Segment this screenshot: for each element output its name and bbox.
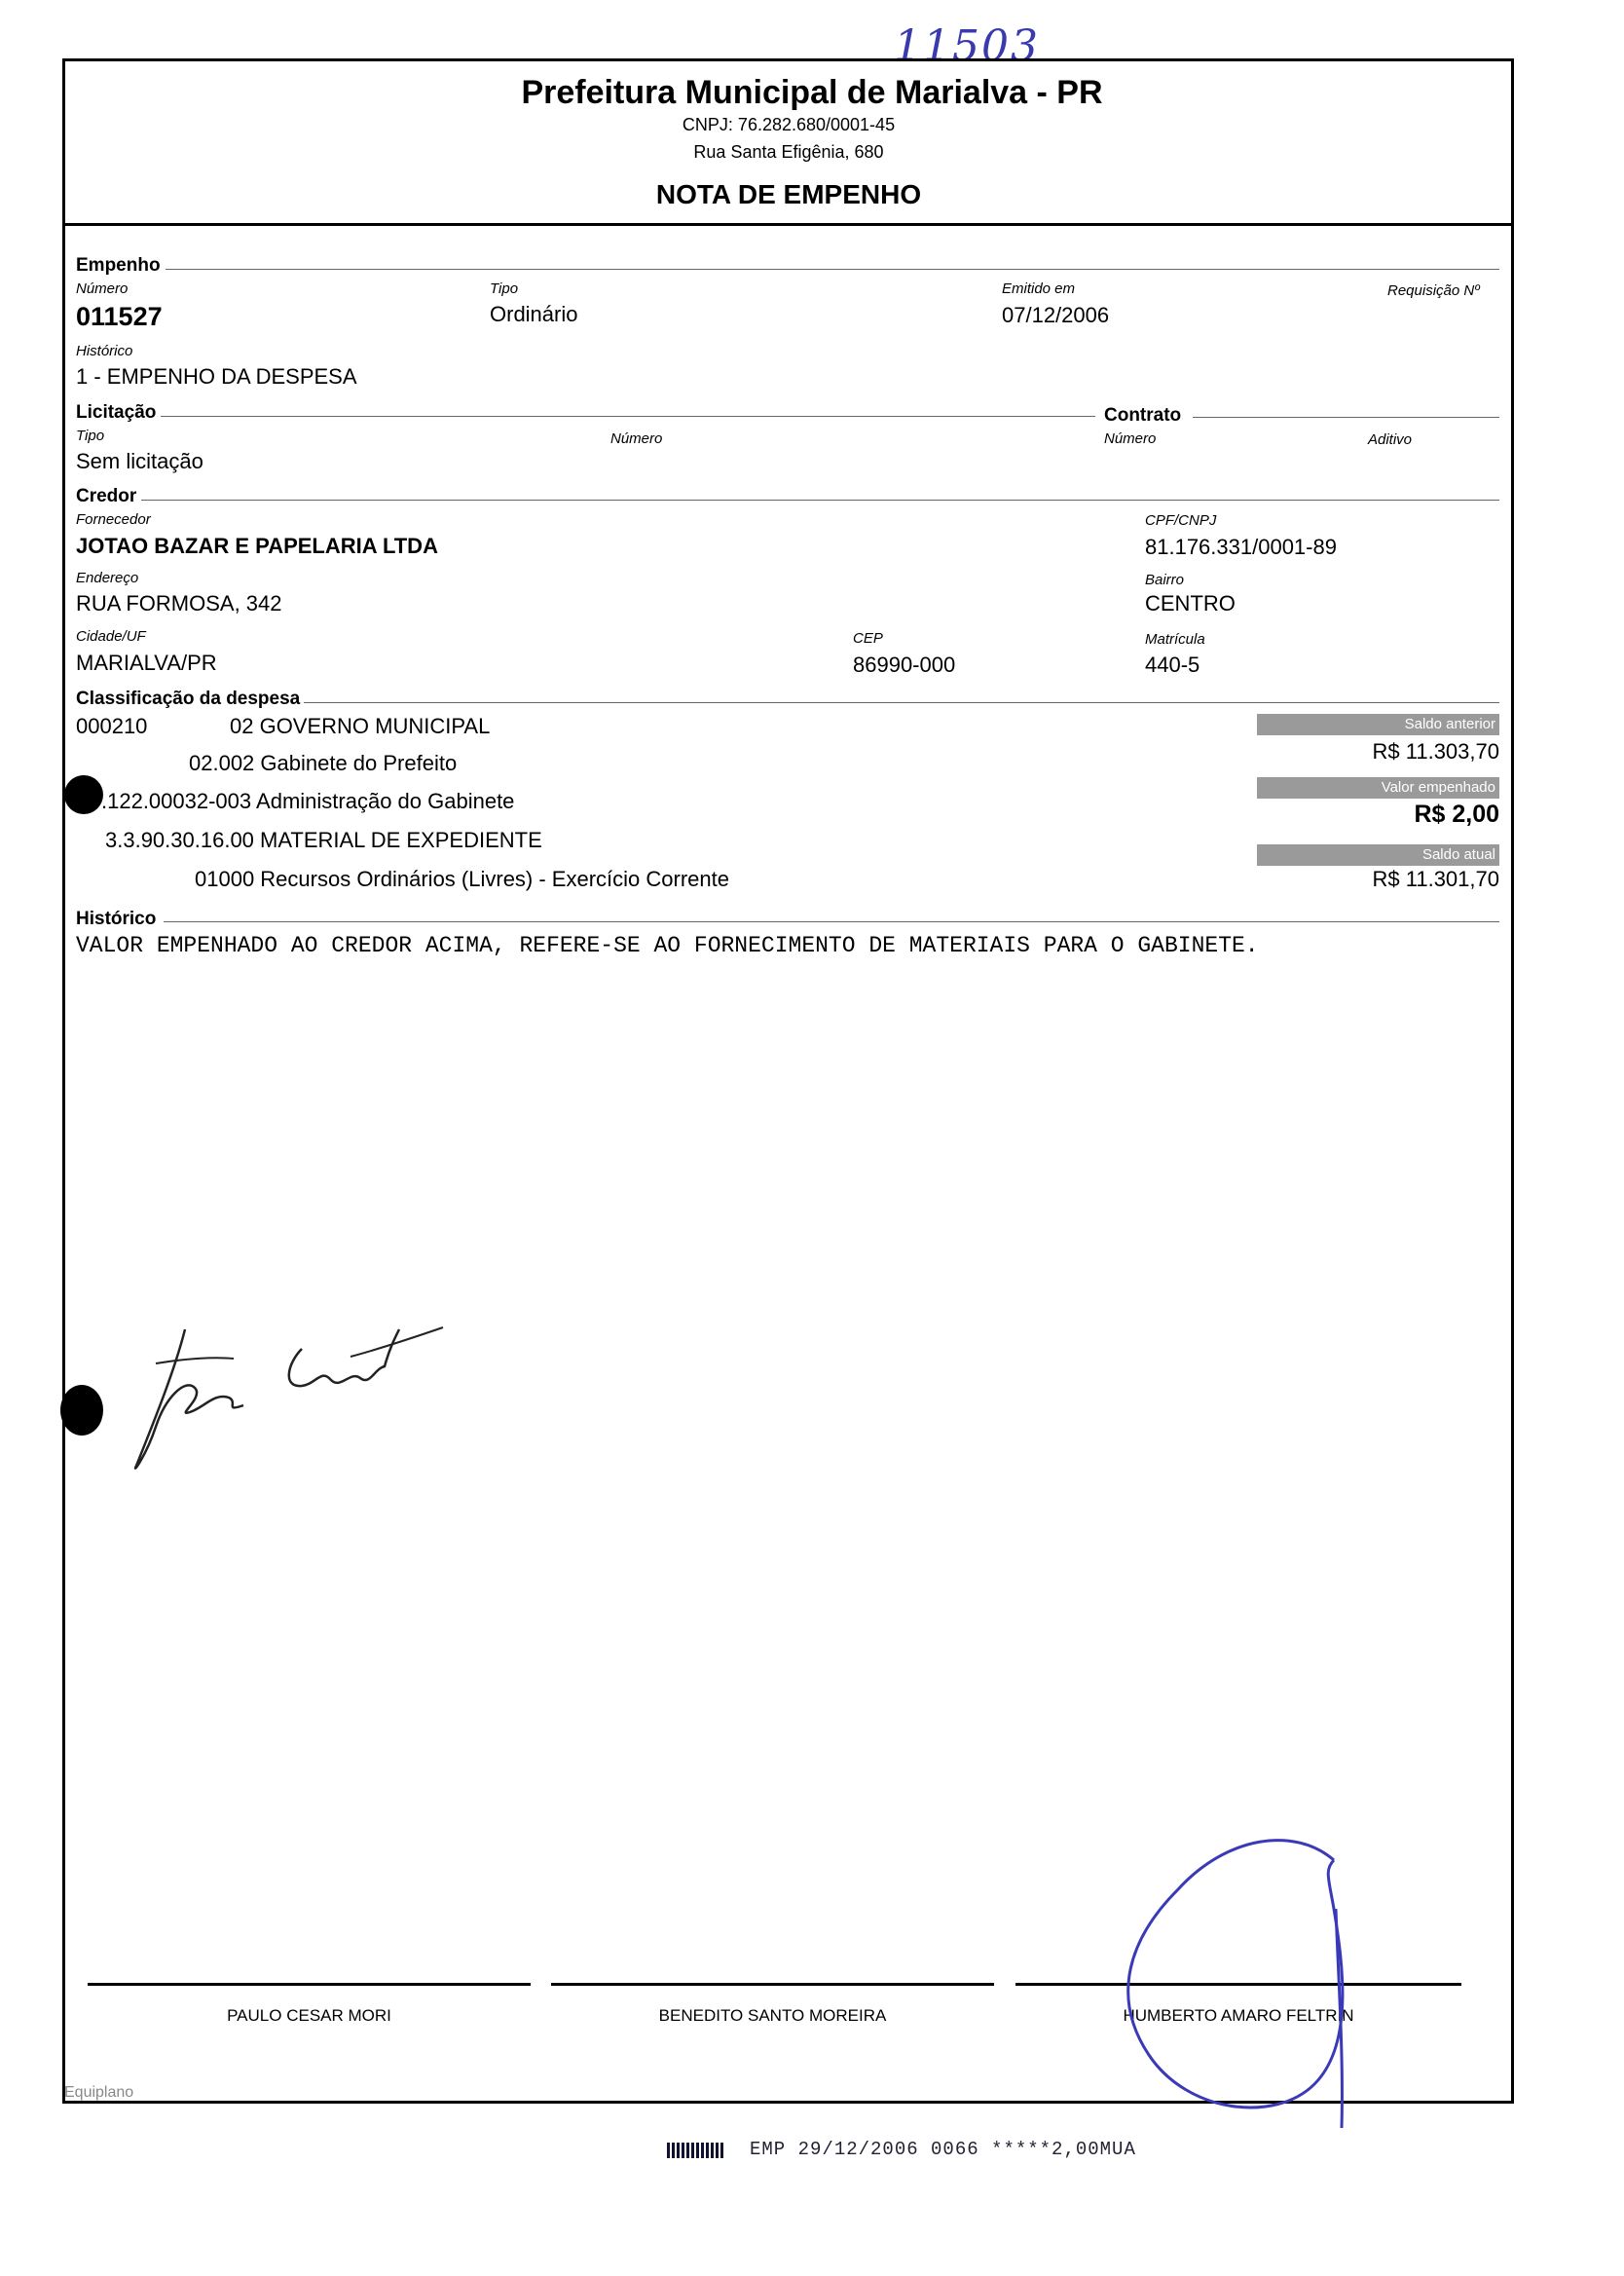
section-classificacao: Classificação da despesa (76, 689, 301, 709)
cep-label: CEP (853, 630, 883, 647)
handwritten-annotation: 11503 (894, 21, 1040, 71)
document-title: NOTA DE EMPENHO (655, 179, 922, 209)
section-empenho: Empenho (76, 255, 161, 276)
fornecedor-label: Fornecedor (76, 511, 151, 528)
saldo-anterior: R$ 11.303,70 (1372, 739, 1499, 764)
signature-line (88, 1983, 531, 1986)
section-licitacao: Licitação (76, 402, 157, 423)
matricula-label: Matrícula (1145, 631, 1205, 648)
requisicao-label: Requisição Nº (1387, 282, 1480, 299)
section-rule (166, 269, 1499, 270)
section-credor: Credor (76, 486, 137, 506)
endereco-label: Endereço (76, 570, 139, 586)
punch-hole (60, 1385, 103, 1436)
handwritten-signature (117, 1310, 467, 1485)
section-rule (1193, 417, 1499, 418)
empenho-historico-label: Histórico (76, 343, 133, 359)
section-rule (161, 416, 1095, 417)
saldo-atual-label: Saldo atual (1257, 844, 1499, 866)
header-cnpj: CNPJ: 76.282.680/0001-45 (682, 115, 896, 134)
classificacao-line2: 02.002 Gabinete do Prefeito (189, 751, 458, 775)
footer-brand: Equiplano (64, 2084, 134, 2101)
signature-line (551, 1983, 994, 1986)
classificacao-line5: 01000 Recursos Ordinários (Livres) - Exercício Corrente (195, 867, 729, 891)
licitacao-numero-label: Número (610, 430, 663, 447)
cidade: MARIALVA/PR (76, 651, 217, 675)
empenho-emitido: 07/12/2006 (1002, 303, 1110, 327)
section-rule (304, 702, 1499, 703)
section-rule (164, 921, 1499, 922)
classificacao-line3: .122.00032-003 Administração do Gabinete (101, 789, 515, 813)
empenho-emitido-label: Emitido em (1002, 280, 1076, 297)
bairro-label: Bairro (1145, 572, 1185, 588)
signatory-name: BENEDITO SANTO MOREIRA (658, 2006, 887, 2025)
signatory-name: PAULO CESAR MORI (227, 2006, 391, 2025)
punch-hole (64, 775, 103, 814)
section-historico: Histórico (76, 909, 157, 929)
licitacao-tipo: Sem licitação (76, 449, 203, 473)
empenho-numero-label: Número (76, 280, 129, 297)
endereco: RUA FORMOSA, 342 (76, 591, 282, 616)
empenho-tipo-label: Tipo (490, 280, 519, 297)
empenho-historico: 1 - EMPENHO DA DESPESA (76, 364, 357, 389)
valor-empenhado-label: Valor empenhado (1257, 777, 1499, 799)
matricula: 440-5 (1145, 653, 1200, 677)
header-divider (62, 223, 1514, 226)
empenho-tipo: Ordinário (490, 302, 578, 326)
classificacao-code: 000210 (76, 714, 148, 738)
cpf-cnpj-label: CPF/CNPJ (1145, 512, 1217, 529)
signatory-name: HUMBERTO AMARO FELTRIN (1123, 2006, 1354, 2025)
section-rule (141, 500, 1499, 501)
bank-stamp: EMP 29/12/2006 0066 *****2,00MUA (750, 2139, 1136, 2160)
empenho-numero: 011527 (76, 302, 163, 331)
section-contrato: Contrato (1104, 405, 1182, 426)
handwritten-rubric (1110, 1831, 1392, 2133)
header-address: Rua Santa Efigênia, 680 (693, 142, 884, 162)
historico-text: VALOR EMPENHADO AO CREDOR ACIMA, REFERE-SE AO FORNECIMENTO DE MATERIAIS PARA O GABINETE. (76, 933, 1259, 958)
classificacao-line1: 02 GOVERNO MUNICIPAL (230, 714, 491, 738)
saldo-atual: R$ 11.301,70 (1372, 867, 1499, 891)
cpf-cnpj: 81.176.331/0001-89 (1145, 535, 1337, 559)
classificacao-line4: 3.3.90.30.16.00 MATERIAL DE EXPEDIENTE (105, 828, 542, 852)
contrato-aditivo-label: Aditivo (1368, 431, 1413, 448)
bairro: CENTRO (1145, 591, 1236, 616)
cep: 86990-000 (853, 653, 956, 677)
valor-empenhado: R$ 2,00 (1414, 801, 1499, 828)
cidade-label: Cidade/UF (76, 628, 146, 645)
page-title: Prefeitura Municipal de Marialva - PR (521, 74, 1103, 111)
contrato-numero-label: Número (1104, 430, 1157, 447)
stamp-barcode-icon (667, 2143, 723, 2158)
licitacao-tipo-label: Tipo (76, 428, 105, 444)
fornecedor-name: JOTAO BAZAR E PAPELARIA LTDA (76, 534, 438, 558)
saldo-anterior-label: Saldo anterior (1257, 714, 1499, 735)
